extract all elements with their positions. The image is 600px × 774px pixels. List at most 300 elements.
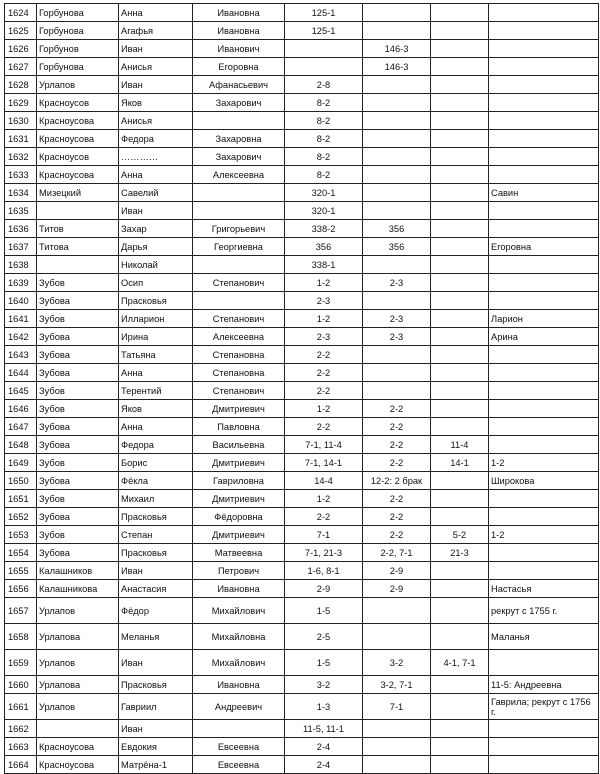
ref-cell-2 — [363, 292, 431, 310]
given-name-cell: Анисья — [119, 58, 193, 76]
ref-cell-1: 1-5 — [285, 650, 363, 676]
given-name-cell: ………… — [119, 148, 193, 166]
ref-cell-3 — [431, 328, 489, 346]
record-number: 1629 — [5, 94, 37, 112]
table-row — [5, 598, 599, 624]
surname-cell: Урлапов — [37, 650, 119, 676]
ref-cell-3 — [431, 562, 489, 580]
record-number: 1657 — [5, 598, 37, 624]
ref-cell-3 — [431, 148, 489, 166]
given-name-cell: Анисья — [119, 112, 193, 130]
table-row — [5, 292, 599, 310]
ref-cell-1: 8-2 — [285, 112, 363, 130]
table-row — [5, 454, 599, 472]
note-cell: 1-2 — [489, 526, 599, 544]
record-number: 1662 — [5, 720, 37, 738]
record-number: 1640 — [5, 292, 37, 310]
table-row — [5, 364, 599, 382]
ref-cell-2 — [363, 22, 431, 40]
record-number: 1653 — [5, 526, 37, 544]
patronymic-cell: Ивановна — [193, 4, 285, 22]
record-number: 1655 — [5, 562, 37, 580]
ref-cell-3: 21-3 — [431, 544, 489, 562]
record-number: 1638 — [5, 256, 37, 274]
ref-cell-1 — [285, 58, 363, 76]
patronymic-cell: Григорьевич — [193, 220, 285, 238]
ref-cell-2 — [363, 364, 431, 382]
ref-cell-3 — [431, 40, 489, 58]
note-cell: Егоровна — [489, 238, 599, 256]
table-row — [5, 130, 599, 148]
ref-cell-2 — [363, 624, 431, 650]
ref-cell-3 — [431, 694, 489, 720]
note-cell — [489, 76, 599, 94]
given-name-cell: Прасковья — [119, 508, 193, 526]
patronymic-cell: Степановна — [193, 346, 285, 364]
ref-cell-1: 1-2 — [285, 400, 363, 418]
patronymic-cell: Степанович — [193, 382, 285, 400]
record-number: 1654 — [5, 544, 37, 562]
table-row — [5, 166, 599, 184]
ref-cell-3 — [431, 508, 489, 526]
patronymic-cell — [193, 720, 285, 738]
surname-cell: Зубов — [37, 490, 119, 508]
ref-cell-3: 5-2 — [431, 526, 489, 544]
patronymic-cell: Захаровна — [193, 130, 285, 148]
table-row — [5, 328, 599, 346]
record-number: 1656 — [5, 580, 37, 598]
ref-cell-3 — [431, 756, 489, 774]
ref-cell-2: 12-2: 2 брак — [363, 472, 431, 490]
ref-cell-3 — [431, 346, 489, 364]
given-name-cell: Федора — [119, 130, 193, 148]
patronymic-cell: Захарович — [193, 94, 285, 112]
table-row — [5, 256, 599, 274]
ref-cell-1: 2-2 — [285, 346, 363, 364]
record-number: 1639 — [5, 274, 37, 292]
ref-cell-3 — [431, 220, 489, 238]
ref-cell-1: 3-2 — [285, 676, 363, 694]
ref-cell-2: 7-1 — [363, 694, 431, 720]
ref-cell-3 — [431, 624, 489, 650]
table-row — [5, 76, 599, 94]
surname-cell: Зубов — [37, 274, 119, 292]
patronymic-cell: Дмитриевич — [193, 490, 285, 508]
given-name-cell: Яков — [119, 400, 193, 418]
ref-cell-2: 2-2 — [363, 526, 431, 544]
ref-cell-2: 2-2 — [363, 454, 431, 472]
ref-cell-3 — [431, 94, 489, 112]
ref-cell-2 — [363, 76, 431, 94]
ref-cell-3 — [431, 400, 489, 418]
ref-cell-2: 146-3 — [363, 58, 431, 76]
ref-cell-2: 2-2 — [363, 418, 431, 436]
ref-cell-1: 14-4 — [285, 472, 363, 490]
ref-cell-2 — [363, 130, 431, 148]
given-name-cell: Степан — [119, 526, 193, 544]
ref-cell-3 — [431, 274, 489, 292]
surname-cell: Калашников — [37, 562, 119, 580]
note-cell: 1-2 — [489, 454, 599, 472]
ref-cell-3 — [431, 112, 489, 130]
given-name-cell: Ирина — [119, 328, 193, 346]
surname-cell — [37, 202, 119, 220]
patronymic-cell: Дмитриевич — [193, 454, 285, 472]
surname-cell: Зубова — [37, 346, 119, 364]
ref-cell-2 — [363, 94, 431, 112]
note-cell — [489, 436, 599, 454]
surname-cell: Красноусов — [37, 148, 119, 166]
patronymic-cell: Степанович — [193, 310, 285, 328]
record-number: 1642 — [5, 328, 37, 346]
surname-cell: Зубова — [37, 472, 119, 490]
given-name-cell: Иван — [119, 720, 193, 738]
table-row — [5, 94, 599, 112]
table-row — [5, 400, 599, 418]
given-name-cell: Меланья — [119, 624, 193, 650]
ref-cell-2: 2-9 — [363, 562, 431, 580]
ref-cell-2 — [363, 256, 431, 274]
patronymic-cell — [193, 202, 285, 220]
record-number: 1663 — [5, 738, 37, 756]
given-name-cell: Прасковья — [119, 292, 193, 310]
note-cell — [489, 544, 599, 562]
record-number: 1626 — [5, 40, 37, 58]
ref-cell-1: 1-3 — [285, 694, 363, 720]
patronymic-cell: Ивановна — [193, 22, 285, 40]
note-cell: Ларион — [489, 310, 599, 328]
note-cell — [489, 202, 599, 220]
patronymic-cell: Михайловна — [193, 624, 285, 650]
patronymic-cell: Иванович — [193, 40, 285, 58]
given-name-cell: Иван — [119, 40, 193, 58]
ref-cell-2 — [363, 202, 431, 220]
surname-cell: Красноусова — [37, 738, 119, 756]
ref-cell-2 — [363, 382, 431, 400]
ref-cell-2 — [363, 756, 431, 774]
patronymic-cell: Михайлович — [193, 598, 285, 624]
note-cell — [489, 130, 599, 148]
patronymic-cell — [193, 184, 285, 202]
ref-cell-3 — [431, 364, 489, 382]
table-row — [5, 676, 599, 694]
surname-cell: Зубова — [37, 364, 119, 382]
surname-cell: Мизецкий — [37, 184, 119, 202]
note-cell — [489, 756, 599, 774]
surname-cell: Урлапов — [37, 694, 119, 720]
ref-cell-1: 1-2 — [285, 274, 363, 292]
patronymic-cell: Михайлович — [193, 650, 285, 676]
surname-cell: Урлапов — [37, 76, 119, 94]
surname-cell: Зубова — [37, 436, 119, 454]
table-row — [5, 472, 599, 490]
record-number: 1652 — [5, 508, 37, 526]
ref-cell-2: 2-2 — [363, 508, 431, 526]
patronymic-cell — [193, 112, 285, 130]
record-number: 1631 — [5, 130, 37, 148]
ref-cell-1: 11-5, 11-1 — [285, 720, 363, 738]
table-row — [5, 526, 599, 544]
patronymic-cell: Степановна — [193, 364, 285, 382]
given-name-cell: Татьяна — [119, 346, 193, 364]
note-cell: рекрут с 1755 г. — [489, 598, 599, 624]
record-number: 1664 — [5, 756, 37, 774]
table-row — [5, 544, 599, 562]
table-row — [5, 4, 599, 22]
ref-cell-1: 7-1, 21-3 — [285, 544, 363, 562]
note-cell — [489, 40, 599, 58]
ref-cell-2 — [363, 148, 431, 166]
surname-cell: Зубов — [37, 454, 119, 472]
patronymic-cell: Ивановна — [193, 580, 285, 598]
note-cell: Савин — [489, 184, 599, 202]
given-name-cell: Евдокия — [119, 738, 193, 756]
patronymic-cell: Егоровна — [193, 58, 285, 76]
note-cell — [489, 562, 599, 580]
ref-cell-1: 8-2 — [285, 94, 363, 112]
ref-cell-2: 2-2, 7-1 — [363, 544, 431, 562]
ref-cell-3 — [431, 580, 489, 598]
given-name-cell: Прасковья — [119, 676, 193, 694]
record-number: 1630 — [5, 112, 37, 130]
note-cell — [489, 274, 599, 292]
patronymic-cell — [193, 256, 285, 274]
ref-cell-3 — [431, 382, 489, 400]
ref-cell-3 — [431, 418, 489, 436]
ref-cell-2: 2-2 — [363, 490, 431, 508]
ref-cell-3 — [431, 292, 489, 310]
table-row — [5, 148, 599, 166]
given-name-cell: Иван — [119, 650, 193, 676]
ref-cell-3 — [431, 676, 489, 694]
surname-cell: Красноусова — [37, 166, 119, 184]
given-name-cell: Савелий — [119, 184, 193, 202]
surname-cell: Горбунов — [37, 40, 119, 58]
surname-cell: Зубова — [37, 544, 119, 562]
ref-cell-1: 7-1, 14-1 — [285, 454, 363, 472]
note-cell — [489, 650, 599, 676]
patronymic-cell: Гавриловна — [193, 472, 285, 490]
note-cell — [489, 22, 599, 40]
ref-cell-1: 2-2 — [285, 418, 363, 436]
given-name-cell: Федора — [119, 436, 193, 454]
surname-cell: Красноусов — [37, 94, 119, 112]
ref-cell-1: 2-2 — [285, 508, 363, 526]
given-name-cell: Анастасия — [119, 580, 193, 598]
ref-cell-3 — [431, 238, 489, 256]
surname-cell: Зубова — [37, 292, 119, 310]
ref-cell-1: 2-8 — [285, 76, 363, 94]
note-cell — [489, 382, 599, 400]
census-table — [4, 3, 599, 774]
given-name-cell: Захар — [119, 220, 193, 238]
record-number: 1643 — [5, 346, 37, 364]
ref-cell-2 — [363, 720, 431, 738]
note-cell — [489, 490, 599, 508]
note-cell — [489, 256, 599, 274]
record-number: 1648 — [5, 436, 37, 454]
ref-cell-1: 8-2 — [285, 148, 363, 166]
ref-cell-3 — [431, 598, 489, 624]
note-cell — [489, 720, 599, 738]
ref-cell-1: 125-1 — [285, 22, 363, 40]
ref-cell-3 — [431, 490, 489, 508]
surname-cell: Титова — [37, 238, 119, 256]
patronymic-cell: Евсеевна — [193, 738, 285, 756]
ref-cell-1: 2-4 — [285, 756, 363, 774]
patronymic-cell: Васильевна — [193, 436, 285, 454]
ref-cell-2: 2-9 — [363, 580, 431, 598]
ref-cell-2 — [363, 112, 431, 130]
surname-cell — [37, 720, 119, 738]
ref-cell-2: 2-3 — [363, 274, 431, 292]
surname-cell: Калашникова — [37, 580, 119, 598]
ref-cell-3 — [431, 720, 489, 738]
table-row — [5, 112, 599, 130]
ref-cell-1: 125-1 — [285, 4, 363, 22]
given-name-cell: Анна — [119, 4, 193, 22]
ref-cell-2: 2-3 — [363, 310, 431, 328]
given-name-cell: Михаил — [119, 490, 193, 508]
record-number: 1625 — [5, 22, 37, 40]
ref-cell-2 — [363, 4, 431, 22]
ref-cell-1: 2-3 — [285, 292, 363, 310]
given-name-cell: Иван — [119, 562, 193, 580]
given-name-cell: Осип — [119, 274, 193, 292]
note-cell — [489, 94, 599, 112]
record-number: 1658 — [5, 624, 37, 650]
table-row — [5, 436, 599, 454]
ref-cell-1: 7-1, 11-4 — [285, 436, 363, 454]
record-number: 1646 — [5, 400, 37, 418]
ref-cell-2: 3-2 — [363, 650, 431, 676]
ref-cell-2: 2-3 — [363, 328, 431, 346]
note-cell: 11-5: Андреевна — [489, 676, 599, 694]
surname-cell: Зубова — [37, 508, 119, 526]
table-row — [5, 418, 599, 436]
patronymic-cell: Захарович — [193, 148, 285, 166]
ref-cell-1: 2-2 — [285, 364, 363, 382]
ref-cell-2 — [363, 166, 431, 184]
table-row — [5, 694, 599, 720]
surname-cell: Титов — [37, 220, 119, 238]
ref-cell-3: 11-4 — [431, 436, 489, 454]
ref-cell-1 — [285, 40, 363, 58]
ref-cell-1: 1-5 — [285, 598, 363, 624]
given-name-cell: Фёдор — [119, 598, 193, 624]
patronymic-cell: Георгиевна — [193, 238, 285, 256]
table-row — [5, 202, 599, 220]
ref-cell-3 — [431, 76, 489, 94]
ref-cell-1: 1-2 — [285, 310, 363, 328]
table-row — [5, 580, 599, 598]
note-cell — [489, 148, 599, 166]
surname-cell: Зубов — [37, 382, 119, 400]
given-name-cell: Анна — [119, 418, 193, 436]
note-cell: Гаврила; рекрут с 1756 г. — [489, 694, 599, 720]
given-name-cell: Анна — [119, 166, 193, 184]
note-cell — [489, 166, 599, 184]
record-number: 1633 — [5, 166, 37, 184]
record-number: 1647 — [5, 418, 37, 436]
surname-cell: Горбунова — [37, 4, 119, 22]
table-row — [5, 310, 599, 328]
table-row — [5, 756, 599, 774]
record-number: 1651 — [5, 490, 37, 508]
ref-cell-2: 2-2 — [363, 436, 431, 454]
given-name-cell: Анна — [119, 364, 193, 382]
ref-cell-3 — [431, 4, 489, 22]
ref-cell-1: 8-2 — [285, 130, 363, 148]
ref-cell-3 — [431, 310, 489, 328]
ref-cell-3 — [431, 166, 489, 184]
table-row — [5, 490, 599, 508]
given-name-cell: Гавриил — [119, 694, 193, 720]
record-number: 1632 — [5, 148, 37, 166]
surname-cell: Горбунова — [37, 22, 119, 40]
patronymic-cell: Дмитриевич — [193, 400, 285, 418]
ref-cell-1: 2-9 — [285, 580, 363, 598]
surname-cell: Зубова — [37, 328, 119, 346]
record-number: 1661 — [5, 694, 37, 720]
patronymic-cell: Дмитриевич — [193, 526, 285, 544]
table-row — [5, 238, 599, 256]
given-name-cell: Агафья — [119, 22, 193, 40]
patronymic-cell: Фёдоровна — [193, 508, 285, 526]
note-cell — [489, 292, 599, 310]
given-name-cell: Дарья — [119, 238, 193, 256]
ref-cell-3: 4-1, 7-1 — [431, 650, 489, 676]
ref-cell-2: 2-2 — [363, 400, 431, 418]
patronymic-cell: Афанасьевич — [193, 76, 285, 94]
record-number: 1660 — [5, 676, 37, 694]
ref-cell-1: 7-1 — [285, 526, 363, 544]
surname-cell: Зубова — [37, 418, 119, 436]
note-cell: Маланья — [489, 624, 599, 650]
surname-cell: Красноусова — [37, 112, 119, 130]
patronymic-cell: Ивановна — [193, 676, 285, 694]
given-name-cell: Николай — [119, 256, 193, 274]
ref-cell-3 — [431, 184, 489, 202]
table-row — [5, 720, 599, 738]
note-cell — [489, 4, 599, 22]
note-cell: Широкова — [489, 472, 599, 490]
surname-cell: Зубов — [37, 526, 119, 544]
ref-cell-2 — [363, 346, 431, 364]
surname-cell: Горбунова — [37, 58, 119, 76]
patronymic-cell: Матвеевна — [193, 544, 285, 562]
given-name-cell: Борис — [119, 454, 193, 472]
ref-cell-2: 356 — [363, 220, 431, 238]
table-row — [5, 346, 599, 364]
ref-cell-1: 338-1 — [285, 256, 363, 274]
ref-cell-3: 14-1 — [431, 454, 489, 472]
given-name-cell: Иван — [119, 76, 193, 94]
record-number: 1627 — [5, 58, 37, 76]
ref-cell-2 — [363, 184, 431, 202]
note-cell — [489, 112, 599, 130]
ref-cell-3 — [431, 202, 489, 220]
ref-cell-3 — [431, 256, 489, 274]
ref-cell-1: 2-2 — [285, 382, 363, 400]
note-cell — [489, 220, 599, 238]
patronymic-cell — [193, 292, 285, 310]
record-number: 1637 — [5, 238, 37, 256]
table-row — [5, 508, 599, 526]
record-number: 1644 — [5, 364, 37, 382]
patronymic-cell: Павловна — [193, 418, 285, 436]
table-row — [5, 58, 599, 76]
